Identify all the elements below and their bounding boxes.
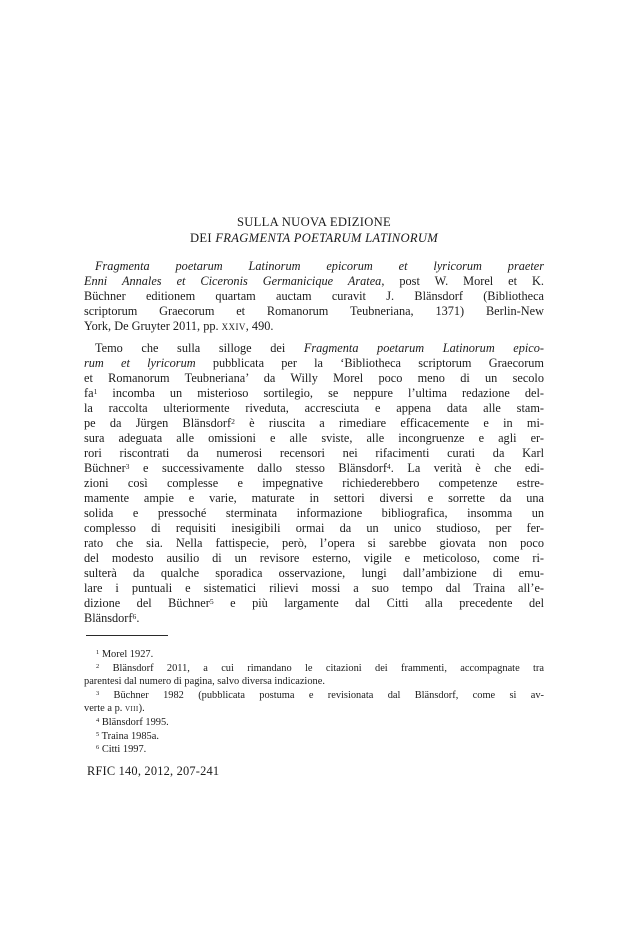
title-line-1: SULLA NUOVA EDIZIONE (236, 215, 392, 229)
page-content (84, 214, 544, 757)
text-segment: sulterà da qualche sporadica osservazione, lungi dall’ambizione di emu- (84, 566, 544, 580)
text-segment: xxiv (221, 319, 246, 333)
text-segment: Traina 1985a. (99, 730, 159, 742)
text-segment: la raccolta ulteriormente riveduta, accresciuta e appena data alle stam- (84, 401, 544, 415)
text-line (84, 743, 544, 757)
text-segment: rori riscontrati da numerosi recensori nei rifacimenti curati da Karl (84, 446, 544, 460)
text-line (84, 259, 544, 274)
text-segment: , post W. Morel et K. (381, 274, 544, 288)
text-line (84, 461, 544, 476)
text-line (84, 289, 544, 304)
text-line (84, 521, 544, 536)
text-segment: Fragmenta poetarum Latinorum epico- (303, 341, 544, 355)
footnote (84, 716, 544, 730)
text-line (84, 446, 544, 461)
text-segment: è riuscita a rimediare efficacemente e in mi- (234, 416, 544, 430)
text-segment: del modesto ausilio di un revisore esterno, vigile e meticoloso, come ri- (84, 551, 544, 565)
text-line (84, 506, 544, 521)
text-line (84, 416, 544, 431)
article-body (84, 259, 544, 626)
text-line (84, 536, 544, 551)
text-segment: . La verità è che edi- (390, 461, 544, 475)
footnote-marker: 5 (96, 730, 100, 738)
footnote-marker: 1 (96, 649, 100, 657)
text-segment: Büchner (84, 461, 126, 475)
text-line (84, 304, 544, 319)
text-segment: pe da Jürgen Blänsdorf (84, 416, 232, 430)
title-line-2-work-name: FRAGMENTA POETARUM LATINORUM (215, 231, 439, 245)
text-line (84, 566, 544, 581)
text-line (84, 689, 544, 703)
text-line (84, 551, 544, 566)
text-line (84, 730, 544, 744)
text-segment: Enni Annales et Ciceronis Germanicique Aratea (84, 274, 382, 288)
text-segment: fa (84, 386, 94, 400)
title-line-2-prefix: DEI (189, 231, 216, 245)
text-line (84, 716, 544, 730)
text-line (84, 581, 544, 596)
text-segment: Büchner editionem quartam auctam curavit J. Blänsdorf (Bibliotheca (84, 289, 544, 303)
text-segment: verte a p. (84, 703, 125, 715)
text-segment: sura adeguata alle omissioni e alle sviste, alle incongruenze e agli er- (84, 431, 544, 445)
text-segment: Blänsdorf 2011, a cui rimandano le citazioni dei frammenti, accompagnate tra (99, 662, 544, 674)
text-segment: solida e pressoché sterminata informazione bibliografica, insomma un (84, 506, 544, 520)
footnote-marker: 6 (132, 611, 137, 621)
text-segment: mamente ampie e varie, maturate in settori diversi e sorrette da una (84, 491, 544, 505)
text-line (84, 341, 544, 356)
text-segment: Citti 1997. (99, 744, 147, 756)
text-line (84, 675, 544, 689)
text-segment: . (136, 611, 140, 625)
text-line (84, 611, 544, 626)
text-line (84, 319, 544, 334)
footnote (84, 743, 544, 757)
footnote-marker: 3 (125, 461, 130, 471)
journal-citation: RFIC 140, 2012, 207-241 (87, 764, 220, 778)
title-line-2 (84, 230, 544, 246)
text-segment: pubblicata per la ‘Bibliotheca scriptorum Graecorum (195, 356, 544, 370)
text-segment: lare i puntuali e sistematici rilievi mossi a suo tempo dal Traina all’e- (84, 581, 544, 595)
footnote (84, 689, 544, 716)
text-line (84, 662, 544, 676)
text-line (84, 431, 544, 446)
text-line (84, 596, 544, 611)
text-line (84, 491, 544, 506)
text-segment: parentesi dal numero di pagina, salvo diversa indicazione. (84, 676, 325, 688)
text-line (84, 356, 544, 371)
text-segment: e più largamente dal Citti alla precedente del (213, 596, 544, 610)
footnote (84, 662, 544, 689)
text-line (84, 476, 544, 491)
footnote-marker: 2 (96, 662, 100, 670)
text-segment: Temo che sulla silloge dei (95, 341, 304, 355)
paragraph (84, 341, 544, 626)
text-segment: rato che sia. Nella fattispecie, però, l’opera si sarebbe giovata non poco (84, 536, 544, 550)
text-line (84, 274, 544, 289)
text-line (84, 702, 544, 716)
text-line (84, 386, 544, 401)
footnote-marker: 1 (93, 386, 98, 396)
text-segment: Fragmenta poetarum Latinorum epicorum et lyricorum praeter (95, 259, 544, 273)
text-segment: York, De Gruyter 2011, pp. (84, 319, 222, 333)
text-line (84, 648, 544, 662)
footnote-marker: 4 (96, 717, 100, 725)
text-segment: , 490. (245, 319, 274, 333)
text-segment: ). (138, 703, 145, 715)
text-segment: scriptorum Graecorum et Romanorum Teubneriana, 1371) Berlin-New (84, 304, 544, 318)
text-segment: zioni così complesse e impegnative richiederebbero competenze estre- (84, 476, 544, 490)
text-segment: Blänsdorf 1995. (99, 716, 169, 728)
text-segment: Büchner 1982 (pubblicata postuma e revisionata dal Blänsdorf, come si av- (99, 689, 544, 701)
text-segment: et Romanorum Teubneriana’ da Willy Morel poco meno di un secolo (84, 371, 544, 385)
text-segment: Blänsdorf (84, 611, 133, 625)
article-title (84, 214, 544, 246)
footnote-marker: 6 (96, 744, 100, 752)
text-segment: dizione del Büchner (84, 596, 210, 610)
footnotes-list (84, 648, 544, 757)
text-segment: rum et lyricorum (84, 356, 196, 370)
text-segment: viii (124, 703, 139, 715)
text-line (84, 401, 544, 416)
footnote (84, 648, 544, 662)
footnote-marker: 3 (96, 689, 100, 697)
footnote-separator (86, 635, 168, 636)
footnote-marker: 2 (231, 416, 235, 426)
text-segment: complesso di requisiti inesigibili ormai da un unico studioso, per fer- (84, 521, 544, 535)
text-segment: e successivamente dallo stesso Blänsdorf (129, 461, 387, 475)
text-line (84, 371, 544, 386)
text-segment: Morel 1927. (99, 649, 154, 660)
footnote-marker: 4 (386, 461, 391, 471)
footnote (84, 730, 544, 744)
text-segment: incomba un misterioso sortilegio, se neppure l’ultima redazione del- (97, 386, 544, 400)
footnote-marker: 5 (209, 596, 214, 606)
paragraph (84, 259, 544, 334)
